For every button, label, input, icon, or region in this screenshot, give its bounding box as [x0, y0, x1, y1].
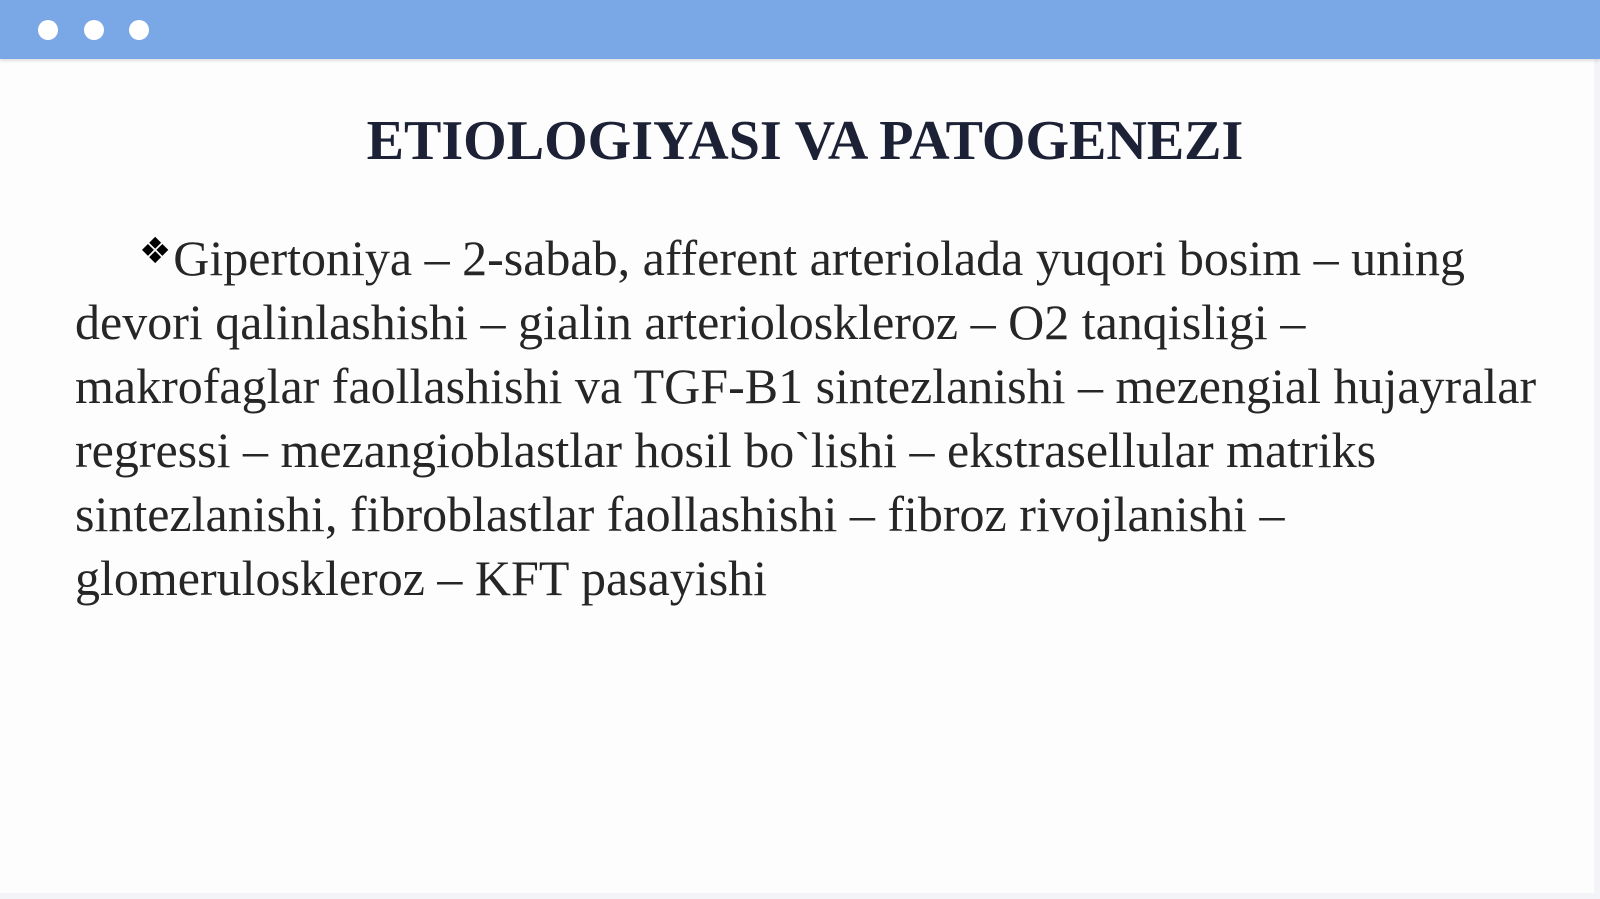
slide-body-paragraph	[75, 220, 1540, 610]
diamond-bullet-icon: ❖	[139, 231, 172, 272]
slide-title: ETIOLOGIYASI VA PATOGENEZI	[366, 110, 1244, 172]
window-dot-3[interactable]	[129, 20, 149, 40]
slide-body-text: Gipertoniya – 2-sabab, afferent arteriolada yuqori bosim – uning devori qalinlashishi – gialin arterioloskleroz – O2 tanqisligi – makrofaglar faollashishi va TGF-B1 sintezlanishi – mezengial hujayralar regressi – mezangioblastlar hosil bo`lishi – ekstrasellular matriks sintezlanishi, fibroblastlar faollashishi – fibroz rivojlanishi – glomeruloskleroz – KFT pasayishi	[75, 230, 1537, 606]
window-dot-1[interactable]	[38, 20, 58, 40]
window-title-bar	[0, 0, 1600, 59]
window-dot-2[interactable]	[84, 20, 104, 40]
